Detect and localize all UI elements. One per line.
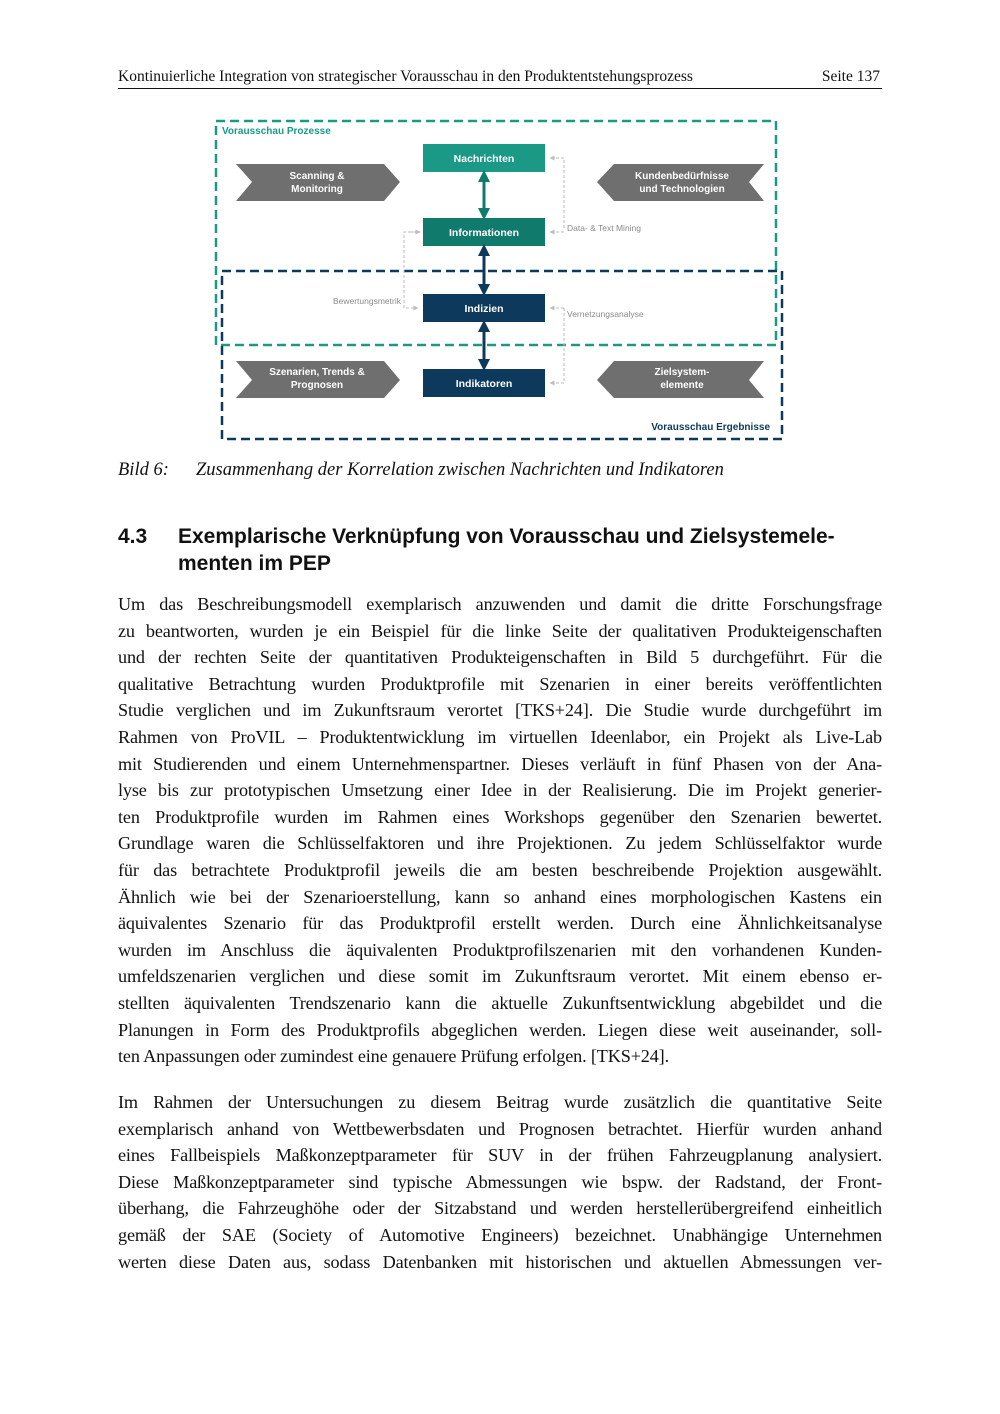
text-line: ten Produktprofile wurden im Rahmen eines Workshops gegenüber den Szenarien bewertet. [118,806,882,827]
text-line: gemäß der SAE (Society of Automotive Engineers) bezeichnet. Unabhängige Unternehmen [118,1224,882,1245]
chevron-kundenbeduerfnisse [597,164,764,201]
section-heading [118,523,882,577]
box-nachrichten-label: Nachrichten [453,153,515,165]
box-indikatoren-label: Indikatoren [455,378,513,390]
annotation-bewertungsmetrik: Bewertungsmetrik [332,296,401,306]
chevron-kunden-line1: Kundenbedürfnisse [635,171,729,182]
paragraph-1 [118,591,882,1070]
text-line: werten diese Daten aus, sodass Datenbanken mit historischen und aktuellen Abmessungen ver- [118,1251,882,1272]
section-title-line1: Exemplarische Verknüpfung von Vorausschau und Zielsystemele- [178,525,835,548]
page-number: Seite 137 [821,68,880,85]
text-line: eines Fallbeispiels Maßkonzeptparameter für SUV in der frühen Fahrzeugplanung analysiert. [118,1145,882,1166]
chevron-scanning-line2: Monitoring [291,184,343,195]
text-line: stellten äquivalenten Trendszenario kann die aktuelle Zukunftsentwicklung abgebildet und die [118,992,882,1013]
caption-text: Zusammenhang der Korrelation zwischen Nachrichten und Indikatoren [196,460,724,480]
chevron-scanning-monitoring [236,164,400,201]
figure-caption [118,458,882,482]
text-line: qualitative Betrachtung wurden Produktprofile mit Szenarien in einer bereits veröffentlichten [118,673,882,694]
text-line: und der rechten Seite der quantitativen Produkteigenschaften in Bild 5 durchgeführt. Für die [118,647,882,668]
chevron-zielsystem-line2: elemente [660,380,704,391]
region-processes-label: Vorausschau Prozesse [222,126,331,137]
paragraph-2 [118,1089,882,1275]
diagram-canvas [214,118,786,444]
text-line: wurden im Anschluss die äquivalenten Produktprofilszenarien mit den vorhandenen Kunden- [118,939,882,960]
text-line: Um das Beschreibungsmodell exemplarisch anzuwenden und damit die dritte Forschungsfrage [118,594,882,614]
text-line: äquivalentes Szenario für das Produktprofil erstellt werden. Durch eine Ähnlichkeitsanalyse [118,913,882,934]
running-title: Kontinuierliche Integration von strategischer Vorausschau in den Produktentstehungsprozess [118,68,693,85]
text-line: Rahmen von ProVIL – Produktentwicklung im virtuellen Ideenlabor, ein Projekt als Live-Lab [118,726,882,747]
annotation-vernetzungsanalyse: Vernetzungsanalyse [567,309,644,319]
text-line: Studie verglichen und im Zukunftsraum verortet [TKS+24]. Die Studie wurde durchgeführt im [118,700,882,721]
chevron-szenarien-line1: Szenarien, Trends & [269,367,365,378]
connector-data-text-mining [552,158,564,228]
section-number: 4.3 [118,525,148,548]
text-line: lyse bis zur prototypischen Umsetzung einer Idee in der Realisierung. Die im Projekt generier- [118,780,882,801]
chevron-scanning-line1: Scanning & [289,171,345,182]
annotation-data-text-mining: Data- & Text Mining [567,223,642,233]
box-indizien-label: Indizien [464,303,504,315]
text-line: überhang, die Fahrzeughöhe oder der Sitzabstand und werden herstellerübergreifend einheitlich [118,1198,882,1219]
text-line: zu beantworten, wurden je ein Beispiel für die linke Seite der qualitativen Produkteigenschaften [118,620,882,641]
text-line: exemplarisch anhand von Wettbewerbsdaten und Prognosen betrachtet. Hierfür wurden anhand [118,1118,882,1139]
text-line: Ähnlich wie bei der Szenarioerstellung, kann so anhand eines morphologischen Kastens ein [118,886,882,907]
chevron-zielsystem-line1: Zielsystem- [654,367,710,378]
text-line: umfeldszenarien verglichen und diese somit im Zukunftsraum verortet. Mit einem ebenso er- [118,966,882,987]
caption-label: Bild 6: [118,460,169,480]
box-informationen-label: Informationen [449,227,519,239]
region-results-label: Vorausschau Ergebnisse [651,422,770,433]
text-line: ten Anpassungen oder zumindest eine genauere Prüfung erfolgen. [TKS+24]. [118,1046,669,1067]
text-line: für das betrachtete Produktprofil jeweils die am besten beschreibende Projektion ausgewählt. [118,859,882,880]
section-title-line2: menten im PEP [178,552,331,575]
chevron-szenarien-line2: Prognosen [290,380,344,391]
running-header [118,66,882,89]
chevron-kunden-line2: und Technologien [639,184,725,195]
text-line: Diese Maßkonzeptparameter sind typische Abmessungen wie bspw. der Radstand, der Front- [118,1171,882,1192]
text-line: Grundlage waren die Schlüsselfaktoren und ihre Projektionen. Zu jedem Schlüsselfaktor wurde [118,833,882,854]
figure-diagram [214,118,786,444]
text-line: Planungen in Form des Produktprofils abgeglichen werden. Liegen diese weit auseinander, soll- [118,1019,882,1040]
text-line: Im Rahmen der Untersuchungen zu diesem Beitrag wurde zusätzlich die quantitative Seite [118,1092,882,1112]
text-line: mit Studierenden und einem Unternehmenspartner. Dieses verläuft in fünf Phasen von der Ana- [118,753,882,774]
